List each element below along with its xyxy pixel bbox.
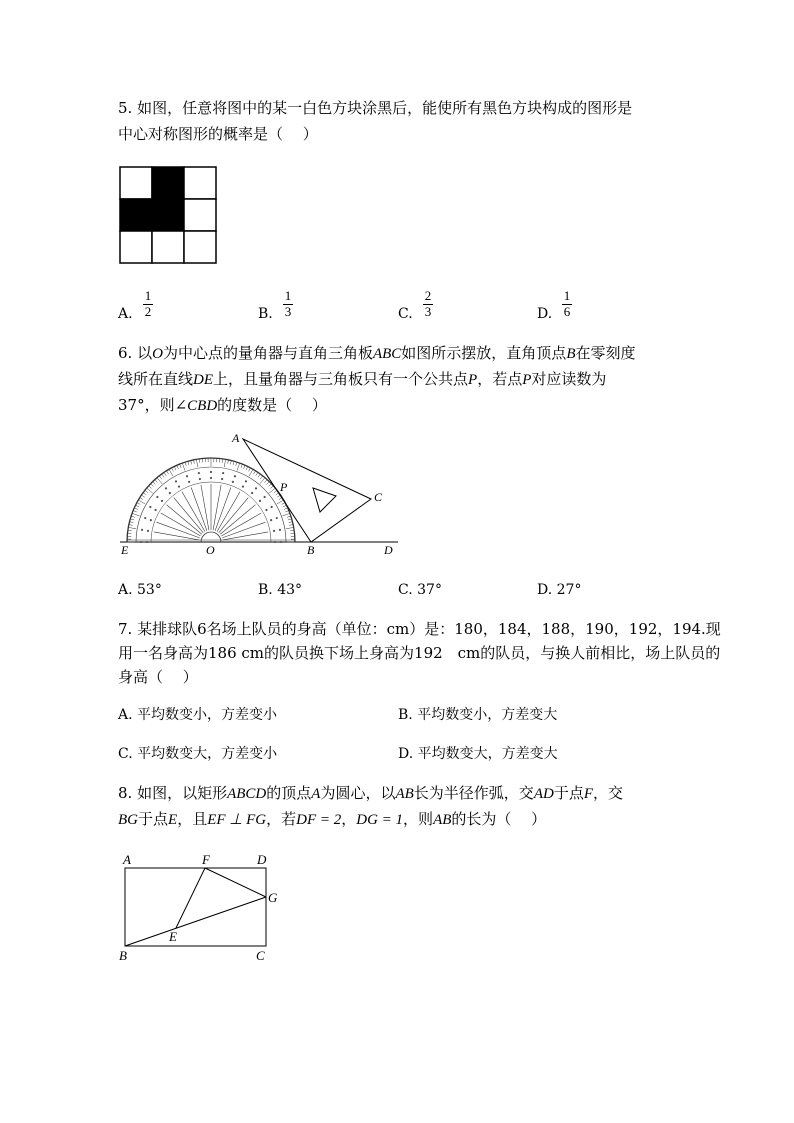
protractor-tick — [246, 467, 248, 471]
q5-grid-figure — [119, 166, 217, 264]
q8-var: F — [583, 786, 593, 802]
protractor-scale-mark — [265, 509, 267, 511]
label-a: A — [123, 852, 131, 867]
protractor-tick — [289, 522, 293, 523]
white-square — [120, 231, 152, 263]
protractor-tick — [136, 505, 140, 507]
white-square — [184, 167, 216, 199]
protractor-scale-mark — [165, 487, 167, 489]
q6-text: 对应读数为 — [531, 370, 607, 388]
q8-text: 于点 — [138, 810, 169, 828]
q6-option-c[interactable] — [398, 581, 442, 599]
protractor-tick — [196, 459, 197, 467]
protractor-tick — [286, 527, 294, 528]
protractor-tick — [194, 460, 195, 464]
q8-text: 8. 如图，以矩形 — [118, 784, 228, 802]
protractor-scale-mark — [274, 541, 276, 543]
q5-option-b-denominator: 3 — [284, 304, 292, 319]
protractor-scale-mark — [234, 475, 236, 477]
protractor-scale-mark — [144, 517, 146, 519]
protractor-scale-mark — [242, 485, 244, 487]
protractor-tick — [188, 461, 189, 465]
q7-option-d-letter: D. — [398, 746, 414, 762]
protractor-scale-mark — [271, 506, 273, 508]
q8-rectangle-figure — [112, 848, 292, 966]
triangle-abc — [243, 439, 371, 542]
q5-option-c-fraction[interactable] — [423, 290, 433, 318]
protractor-tick — [130, 519, 134, 520]
label-p: P — [280, 480, 288, 494]
protractor-scale-mark — [232, 481, 234, 483]
protractor-scale-mark — [245, 480, 247, 482]
protractor-tick — [244, 465, 246, 469]
q7-option-b-text: 平均数变小，方差变大 — [417, 707, 558, 723]
protractor-tick — [253, 471, 255, 474]
protractor-tick — [258, 474, 260, 477]
q7-option-a-letter: A. — [118, 707, 133, 723]
protractor-tick — [137, 503, 141, 505]
protractor-tick — [256, 472, 258, 475]
protractor-tick — [185, 462, 186, 466]
protractor-scale-mark — [140, 541, 142, 543]
protractor-tick — [129, 525, 133, 526]
q5-option-a-denominator: 2 — [144, 304, 152, 319]
protractor-tick — [162, 474, 164, 477]
q6-text: 线所在直线 — [118, 370, 194, 388]
label-d: D — [257, 852, 267, 867]
protractor-scale-mark — [259, 500, 261, 502]
triangle-cutout — [313, 488, 336, 512]
q8-var: BG — [118, 812, 138, 828]
q8-var: DF = 2 — [296, 812, 342, 828]
q5-option-b-numerator: 1 — [284, 288, 292, 303]
q8-text: 于点 — [553, 784, 584, 802]
q6-text: 37°，则∠ — [118, 396, 188, 414]
q8-text: ，且 — [177, 810, 208, 828]
q8-var: ABCD — [227, 786, 267, 802]
q5-option-d-denominator: 6 — [563, 304, 571, 319]
q7-option-a[interactable] — [118, 706, 277, 724]
q6-var: CBD — [187, 398, 218, 414]
protractor-tick — [141, 495, 144, 497]
q7-option-c-text: 平均数变大，方差变小 — [137, 746, 278, 762]
protractor-tick — [182, 463, 185, 471]
q6-var: P — [468, 372, 478, 388]
protractor-tick — [277, 500, 284, 504]
q6-text: ，若点 — [477, 370, 523, 388]
q8-text: ，交 — [593, 784, 624, 802]
white-square — [120, 167, 152, 199]
q7-option-a-text: 平均数变小，方差变小 — [137, 707, 278, 723]
protractor-tick — [140, 497, 143, 499]
rectangle-abcd — [125, 868, 266, 946]
protractor-tick — [166, 471, 168, 474]
label-f: F — [202, 852, 210, 867]
q5-text-line1: 5. 如图，任意将图中的某一白色方块涂黑后，能使所有黑色方块构成的图形是 — [118, 99, 633, 117]
protractor-scale-mark — [255, 487, 257, 489]
protractor-tick — [133, 511, 137, 512]
q5-option-a-fraction[interactable] — [143, 290, 153, 318]
protractor-scale-mark — [221, 478, 223, 480]
protractor-scale-mark — [276, 517, 278, 519]
protractor-radial-line — [201, 485, 209, 530]
protractor-tick — [132, 513, 140, 516]
q6-option-b[interactable] — [258, 581, 302, 599]
q8-text: 的长为（ ） — [451, 810, 547, 828]
q6-text: 6. 以 — [118, 344, 153, 362]
protractor-tick — [131, 516, 135, 517]
protractor-tick — [174, 467, 176, 471]
q5-option-c-denominator: 3 — [424, 304, 432, 319]
protractor-tick — [145, 490, 148, 492]
q6-option-a[interactable] — [118, 581, 162, 599]
protractor-radial-line — [191, 487, 207, 530]
protractor-scale-mark — [178, 485, 180, 487]
protractor-radial-line — [215, 487, 231, 530]
q5-option-a-numerator: 1 — [144, 288, 152, 303]
q8-var: E — [168, 812, 178, 828]
q8-text: ， — [341, 810, 357, 828]
white-square — [184, 231, 216, 263]
protractor-scale-mark — [270, 519, 272, 521]
q5-option-d-numerator: 1 — [563, 288, 571, 303]
protractor-tick — [143, 493, 146, 495]
protractor-tick — [290, 530, 294, 531]
protractor-tick — [128, 527, 136, 528]
q6-var: O — [152, 346, 163, 362]
protractor-tick — [199, 459, 200, 463]
q6-option-d-letter: D. — [537, 582, 553, 598]
protractor-tick — [228, 460, 229, 464]
q6-text: 为中心点的量角器与直角三角板 — [162, 344, 373, 362]
q8-var: EF ⊥ FG — [207, 812, 267, 828]
protractor-tick — [270, 486, 273, 489]
protractor-scale-mark — [175, 480, 177, 482]
protractor-scale-mark — [156, 496, 158, 498]
protractor-tick — [285, 511, 289, 512]
protractor-center-arc — [201, 532, 221, 542]
protractor-tick — [172, 468, 174, 472]
protractor-tick — [267, 482, 270, 485]
protractor-scale-mark — [188, 481, 190, 483]
protractor-tick — [249, 468, 251, 472]
protractor-tick — [287, 516, 291, 517]
q6-option-a-text: 53° — [137, 582, 162, 598]
protractor-tick — [138, 500, 145, 504]
protractor-tick — [269, 484, 272, 487]
q5-option-c-numerator: 2 — [424, 288, 432, 303]
protractor-tick — [249, 469, 253, 476]
label-b: B — [307, 543, 315, 557]
q6-option-b-letter: B. — [258, 582, 273, 598]
protractor-tick — [283, 505, 287, 507]
q5-option-b-letter[interactable]: B. — [258, 306, 273, 322]
protractor-tick — [180, 464, 181, 468]
protractor-tick — [169, 469, 173, 476]
protractor-tick — [129, 522, 133, 523]
protractor-tick — [151, 484, 154, 487]
protractor — [127, 458, 295, 543]
q8-text-line2 — [118, 809, 546, 830]
label-a: A — [232, 431, 240, 445]
protractor-tick — [191, 460, 192, 464]
black-square — [152, 167, 184, 199]
q6-option-b-text: 43° — [277, 582, 303, 598]
q6-option-c-letter: C. — [398, 582, 413, 598]
q6-text: 上，且量角器与三角板只有一个公共点 — [213, 370, 469, 388]
q6-var: B — [566, 346, 576, 362]
q7-option-c[interactable] — [118, 745, 277, 763]
protractor-tick — [128, 530, 132, 531]
protractor-tick — [289, 525, 293, 526]
q6-text: 如图所示摆放，直角顶点 — [401, 344, 567, 362]
q6-protractor-figure — [110, 428, 410, 560]
protractor-tick — [288, 519, 292, 520]
protractor-tick — [237, 463, 240, 471]
q8-var: AD — [533, 786, 554, 802]
protractor-tick — [134, 508, 138, 510]
q6-option-c-text: 37° — [417, 582, 442, 598]
q6-option-d-text: 27° — [556, 582, 582, 598]
black-square — [120, 199, 152, 231]
protractor-tick — [222, 459, 223, 463]
white-square — [152, 231, 184, 263]
q7-text-line2: 用一名身高为186 cm的队员换下场上身高为192 cm的队员，与换人前相比，场上队员的 — [118, 644, 721, 662]
protractor-scale-mark — [186, 475, 188, 477]
q8-text: ，则 — [403, 810, 434, 828]
q8-text: 长为半径作弧，交 — [413, 784, 534, 802]
protractor-scale-mark — [150, 519, 152, 521]
protractor-tick — [260, 476, 262, 479]
q7-option-d-text: 平均数变大，方差变大 — [417, 746, 558, 762]
protractor-scale-mark — [161, 500, 163, 502]
q5-option-d-letter[interactable]: D. — [537, 306, 553, 322]
q7-text-line3: 身高（ ） — [118, 668, 198, 686]
q8-var: DG = 1 — [356, 812, 404, 828]
protractor-scale-mark — [149, 506, 151, 508]
protractor-radial-line — [223, 532, 268, 540]
q7-option-d[interactable] — [398, 745, 558, 763]
protractor-scale-mark — [280, 541, 282, 543]
protractor-scale-mark — [279, 529, 281, 531]
protractor-tick — [236, 462, 237, 466]
protractor-radial-line — [222, 522, 265, 538]
protractor-scale-mark — [198, 472, 200, 474]
protractor-scale-mark — [264, 496, 266, 498]
q7-option-b-letter: B. — [398, 707, 413, 723]
q6-var: ABC — [372, 346, 402, 362]
label-c: C — [256, 948, 265, 963]
white-square — [184, 199, 216, 231]
q6-text-line3 — [118, 395, 327, 416]
protractor-radial-line — [154, 532, 199, 540]
label-b: B — [119, 948, 127, 963]
protractor-scale-mark — [154, 509, 156, 511]
q6-text-line1 — [118, 343, 636, 364]
protractor-tick — [159, 476, 161, 479]
protractor-radial-line — [156, 522, 199, 538]
protractor-scale-mark — [273, 530, 275, 532]
protractor-tick — [241, 464, 242, 468]
protractor-tick — [230, 460, 231, 464]
label-d: D — [384, 543, 393, 557]
q8-text: 的顶点 — [266, 784, 312, 802]
protractor-tick — [164, 472, 166, 475]
protractor-tick — [155, 480, 158, 483]
q6-text: 的度数是（ ） — [217, 396, 327, 414]
q5-option-d-fraction[interactable] — [562, 290, 572, 318]
protractor-scale-mark — [222, 472, 224, 474]
protractor-tick — [177, 465, 179, 469]
segment-bg — [125, 897, 266, 946]
label-e: E — [169, 929, 177, 944]
label-o: O — [206, 543, 215, 557]
q8-text-line1 — [118, 783, 623, 804]
q5-option-a-letter[interactable]: A. — [118, 306, 133, 322]
protractor-tick — [282, 513, 290, 516]
protractor-tick — [284, 508, 288, 510]
q8-var: AB — [433, 812, 452, 828]
q8-var: A — [311, 786, 321, 802]
protractor-scale-mark — [210, 477, 212, 479]
segment-fe — [176, 868, 205, 928]
q6-var: P — [522, 372, 532, 388]
protractor-scale-mark — [146, 541, 148, 543]
label-g: G — [268, 890, 278, 905]
black-square — [152, 199, 184, 231]
q6-text-line2 — [118, 369, 606, 390]
protractor-scale-mark — [147, 530, 149, 532]
protractor-scale-mark — [210, 471, 212, 473]
q8-text: 为圆心，以 — [320, 784, 396, 802]
protractor-scale-mark — [169, 492, 171, 494]
label-e: E — [121, 543, 129, 557]
protractor-tick — [149, 486, 152, 489]
label-c: C — [374, 490, 383, 504]
q6-var: DE — [193, 372, 214, 388]
protractor-tick — [233, 461, 234, 465]
protractor-tick — [153, 482, 156, 485]
q6-text: 在零刻度 — [575, 344, 636, 362]
segment-fg — [205, 868, 266, 897]
q5-option-c-letter[interactable]: C. — [398, 306, 413, 322]
protractor-tick — [224, 459, 225, 467]
q8-var: AB — [395, 786, 414, 802]
q6-option-d[interactable] — [537, 581, 581, 599]
protractor-scale-mark — [251, 492, 253, 494]
protractor-scale-mark — [141, 529, 143, 531]
protractor-tick — [265, 480, 268, 483]
q7-text-line1: 7. 某排球队6名场上队员的身高（单位：cm）是：180，184，188，190，192，194.现 — [118, 620, 721, 638]
q6-option-a-letter: A. — [118, 582, 133, 598]
protractor-scale-mark — [199, 478, 201, 480]
q8-text: ，若 — [266, 810, 297, 828]
q5-option-b-fraction[interactable] — [283, 290, 293, 318]
q7-option-b[interactable] — [398, 706, 557, 724]
protractor-radial-line — [213, 485, 221, 530]
q7-option-c-letter: C. — [118, 746, 133, 762]
q5-text-line2: 中心对称图形的概率是（ ） — [118, 125, 318, 143]
